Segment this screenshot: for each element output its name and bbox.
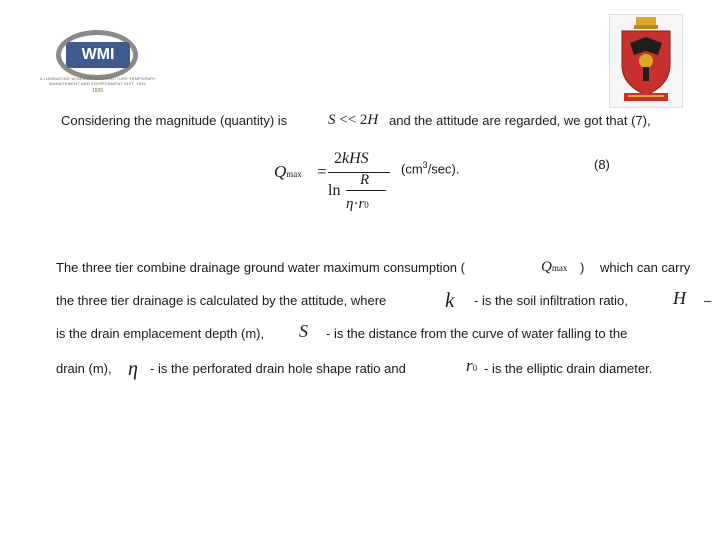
logo-year: 1926	[91, 88, 104, 94]
wmi-logo	[40, 28, 155, 96]
qmax-symbol: Qmax	[541, 259, 568, 275]
k-symbol: k	[445, 288, 455, 312]
equation-number: (8)	[594, 157, 610, 172]
r0-symbol: r0	[466, 356, 478, 375]
formula-inner-num: R	[360, 172, 370, 188]
coat-of-arms-icon	[609, 14, 683, 108]
para2-line3-lead: is the drain emplacement depth (m),	[56, 326, 265, 341]
para1-lead: Considering the magnitude (quantity) is	[61, 113, 288, 128]
condition-s: S	[328, 112, 336, 128]
formula-unit: $(cm^3/\sec)$.	[401, 160, 460, 177]
para2-line1-close: )	[580, 260, 585, 275]
h-symbol: H	[673, 288, 686, 308]
formula-inner-bar	[346, 190, 386, 191]
qmax-formula	[274, 148, 404, 220]
para2-line1-lead: The three tier combine drainage ground water maximum consumption (	[56, 260, 465, 275]
formula-numerator: 2kHS	[334, 150, 369, 167]
para2-line4-lead: drain (m),	[56, 361, 112, 376]
formula-frac-bar	[328, 172, 390, 173]
para2-line3-tail: - is the distance from the curve of water falling to the	[326, 326, 628, 341]
formula-eq: =	[317, 162, 327, 181]
para2-line2-mid: - is the soil infiltration ratio,	[474, 293, 628, 308]
logo-text: WMI	[66, 42, 130, 68]
formula-inner-den: η·r0	[346, 196, 369, 212]
formula-den-ln: ln	[328, 182, 341, 199]
s-symbol: S	[299, 321, 308, 341]
para1-tail: and the attitude are regarded, we got that (7),	[389, 113, 651, 128]
logo-tagline-2: MANAGEMENT AND ENVIRONMENT INST. 1926	[49, 81, 146, 86]
formula-lhs: Qmax	[274, 162, 302, 181]
para2-line4-tail: - is the elliptic drain diameter.	[484, 361, 653, 376]
condition-formula: S << 2H	[328, 112, 379, 128]
para2-line4-mid: - is the perforated drain hole shape ratio and	[150, 361, 406, 376]
condition-rel: <<	[339, 112, 357, 128]
para2-line2-end: –	[704, 293, 712, 308]
para2-line2-lead: the three tier drainage is calculated by the attitude, where	[56, 293, 387, 308]
logo-tagline-1: ILLUMINATING WINDOWS ARCHITECTURE TEMPORARY	[40, 76, 157, 81]
eta-symbol: η	[128, 358, 138, 380]
condition-h: H	[367, 112, 379, 128]
para2-line1-tail: which can carry	[600, 260, 691, 275]
